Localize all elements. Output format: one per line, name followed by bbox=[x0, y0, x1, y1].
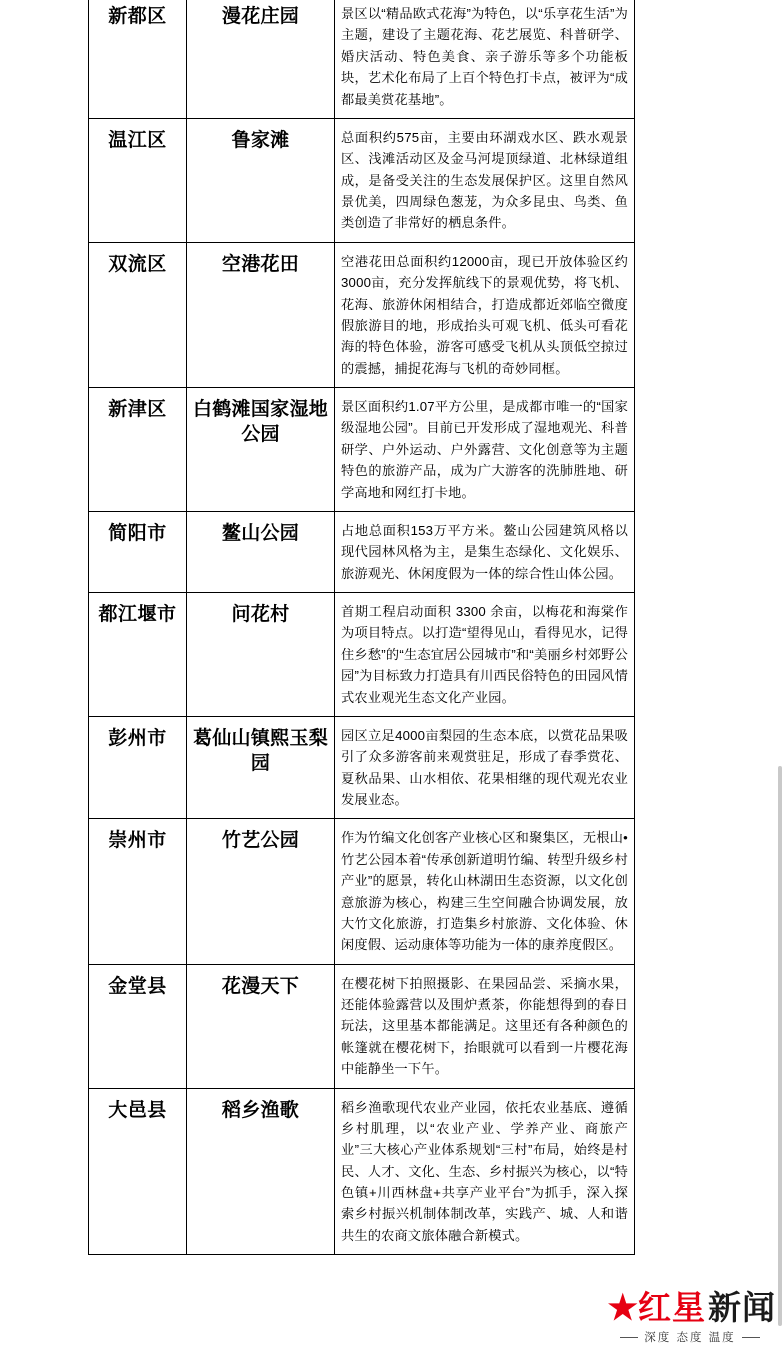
table-cell-region bbox=[89, 819, 187, 964]
spot-description-text: 稻乡渔歌现代农业产业园，依托农业基底、遵循乡村肌理，以“农业产业、学养产业、商旅产业”三大核心产业体系规划“三村”布局，始终是村民、人才、文化、生态、乡村振兴为核心，以“特色镇+川西林盘+共享产业平台”为抓手，深入探索乡村振兴机制体制改革，实践产、城、人和谐共生的农商文旅体融合新模式。 bbox=[341, 1099, 628, 1243]
table-row bbox=[89, 242, 635, 387]
spot-name-label: 葛仙山镇熙玉梨园 bbox=[192, 727, 329, 774]
divider-left bbox=[620, 1337, 638, 1338]
table-row bbox=[89, 388, 635, 512]
spot-name-label: 问花村 bbox=[231, 604, 290, 625]
spot-name-label: 竹艺公园 bbox=[221, 830, 300, 852]
table-body bbox=[89, 0, 635, 1255]
table-cell-region bbox=[89, 1088, 187, 1255]
watermark-brand-black: 新闻 bbox=[708, 1289, 776, 1326]
spot-name-label: 空港花田 bbox=[221, 253, 300, 275]
table-row bbox=[89, 593, 635, 717]
table-cell-name bbox=[187, 716, 335, 819]
spot-description-text: 园区立足4000亩梨园的生态本底，以赏花品果吸引了众多游客前来观赏驻足，形成了春季赏花、夏秋品果、山水相依、花果相继的现代观光农业发展业态。 bbox=[341, 727, 628, 807]
table-cell-description bbox=[335, 0, 635, 118]
table-cell-region bbox=[89, 964, 187, 1088]
table-row bbox=[89, 0, 635, 118]
table-cell-region bbox=[89, 593, 187, 717]
table-cell-region bbox=[89, 0, 187, 118]
table-row bbox=[89, 1088, 635, 1255]
watermark-tagline-row bbox=[604, 1329, 776, 1345]
region-label: 新都区 bbox=[108, 6, 167, 27]
table-cell-description bbox=[335, 964, 635, 1088]
table-cell-name bbox=[187, 511, 335, 592]
spot-description-text: 首期工程启动面积 3300 余亩，以梅花和海棠作为项目特点。以打造“望得见山，看得见水，记得住乡愁”的“生态宜居公园城市”和“美丽乡村郊野公园”为目标致力打造具有川西民俗特色的田园风情式农业观光生态文化产业园。 bbox=[341, 604, 628, 705]
watermark-brand-red: 红星 bbox=[638, 1289, 706, 1326]
region-label: 双流区 bbox=[108, 253, 167, 275]
spot-description-text: 总面积约575亩，主要由环湖戏水区、跌水观景区、浅滩活动区及金马河堤顶绿道、北林绿道组成，是备受关注的生态发展保护区。这里自然风景优美，四周绿色葱茏，为众多昆虫、鸟类、鱼类创造了非常好的栖息条件。 bbox=[341, 129, 628, 231]
spot-description-text: 景区以“精品欧式花海”为特色，以“乐享花生活”为主题，建设了主题花海、花艺展览、科普研学、婚庆活动、特色美食、亲子游乐等多个功能板块，艺术化布局了上百个特色打卡点，被评为“成都最美赏花基地”。 bbox=[341, 6, 628, 107]
table-cell-name bbox=[187, 964, 335, 1088]
spot-description-text: 在樱花树下拍照摄影、在果园品尝、采摘水果，还能体验露营以及围炉煮茶，你能想得到的春日玩法，这里基本都能满足。这里还有各种颜色的帐篷就在樱花树下，抬眼就可以看到一片樱花海中能静坐一下午。 bbox=[341, 975, 628, 1077]
table-cell-description bbox=[335, 819, 635, 964]
region-label: 简阳市 bbox=[108, 522, 167, 544]
region-label: 金堂县 bbox=[108, 975, 167, 997]
star-icon: ★ bbox=[607, 1289, 636, 1327]
spot-description-text: 占地总面积153万平方米。鳌山公园建筑风格以现代园林风格为主，是集生态绿化、文化娱乐、旅游观光、休闲度假为一体的综合性山体公园。 bbox=[341, 522, 628, 581]
table-cell-description bbox=[335, 388, 635, 512]
table-row bbox=[89, 511, 635, 592]
spot-name-label: 稻乡渔歌 bbox=[221, 1099, 300, 1121]
spot-name-label: 白鹤滩国家湿地公园 bbox=[192, 399, 329, 445]
spot-description-text: 景区面积约1.07平方公里，是成都市唯一的“国家级湿地公园”。目前已开发形成了湿地观光、科普研学、户外运动、户外露营、文化创意等为主题特色的旅游产品，成为广大游客的洗肺胜地、研学高地和网红打卡地。 bbox=[341, 399, 628, 500]
spot-name-label: 鳌山公园 bbox=[221, 522, 300, 544]
table-cell-name bbox=[187, 593, 335, 717]
table-cell-description bbox=[335, 242, 635, 387]
table-row bbox=[89, 964, 635, 1088]
region-label: 崇州市 bbox=[108, 830, 167, 852]
table-cell-description bbox=[335, 593, 635, 717]
table-cell-name bbox=[187, 0, 335, 118]
spot-description-text: 空港花田总面积约12000亩，现已开放体验区约3000亩，充分发挥航线下的景观优势，将飞机、花海、旅游休闲相结合，打造成都近郊临空微度假旅游目的地，形成抬头可观飞机、低头可看花海的特色体验，游客可感受飞机从头顶低空掠过的震撼，捕捉花海与飞机的奇妙同框。 bbox=[341, 253, 628, 376]
table-cell-description bbox=[335, 1088, 635, 1255]
table-cell-description bbox=[335, 511, 635, 592]
watermark-tagline: 深度 态度 温度 bbox=[644, 1332, 736, 1344]
table-cell-region bbox=[89, 511, 187, 592]
table-cell-region bbox=[89, 118, 187, 242]
scenic-spots-table bbox=[88, 0, 635, 1255]
divider-right bbox=[742, 1337, 760, 1338]
spot-name-label: 花漫天下 bbox=[221, 975, 300, 997]
table-row bbox=[89, 716, 635, 819]
table-row bbox=[89, 819, 635, 964]
table-cell-name bbox=[187, 1088, 335, 1255]
table-cell-description bbox=[335, 716, 635, 819]
table-cell-name bbox=[187, 242, 335, 387]
table-cell-description bbox=[335, 118, 635, 242]
region-label: 温江区 bbox=[108, 129, 167, 151]
table-cell-name bbox=[187, 819, 335, 964]
region-label: 都江堰市 bbox=[98, 604, 177, 625]
table-cell-region bbox=[89, 716, 187, 819]
region-label: 新津区 bbox=[108, 399, 167, 420]
table-cell-name bbox=[187, 388, 335, 512]
watermark-wordmark bbox=[604, 1290, 776, 1326]
spot-description-text: 作为竹编文化创客产业核心区和聚集区，无根山•竹艺公园本着“传承创新道明竹编、转型升级乡村产业”的愿景，转化山林湖田生态资源，以文化创意旅游为核心，构建三生空间融合协调发展，放大竹文化旅游，打造集乡村旅游、文化体验、休闲度假、运动康体等功能为一体的康养度假区。 bbox=[341, 830, 628, 953]
spot-name-label: 漫花庄园 bbox=[221, 6, 300, 27]
table-row bbox=[89, 118, 635, 242]
vertical-scrollbar[interactable] bbox=[778, 766, 782, 1326]
publisher-watermark bbox=[604, 1290, 776, 1345]
table-cell-region bbox=[89, 388, 187, 512]
region-label: 大邑县 bbox=[108, 1099, 167, 1121]
table-cell-name bbox=[187, 118, 335, 242]
region-label: 彭州市 bbox=[108, 727, 167, 749]
spot-name-label: 鲁家滩 bbox=[231, 129, 290, 151]
table-cell-region bbox=[89, 242, 187, 387]
